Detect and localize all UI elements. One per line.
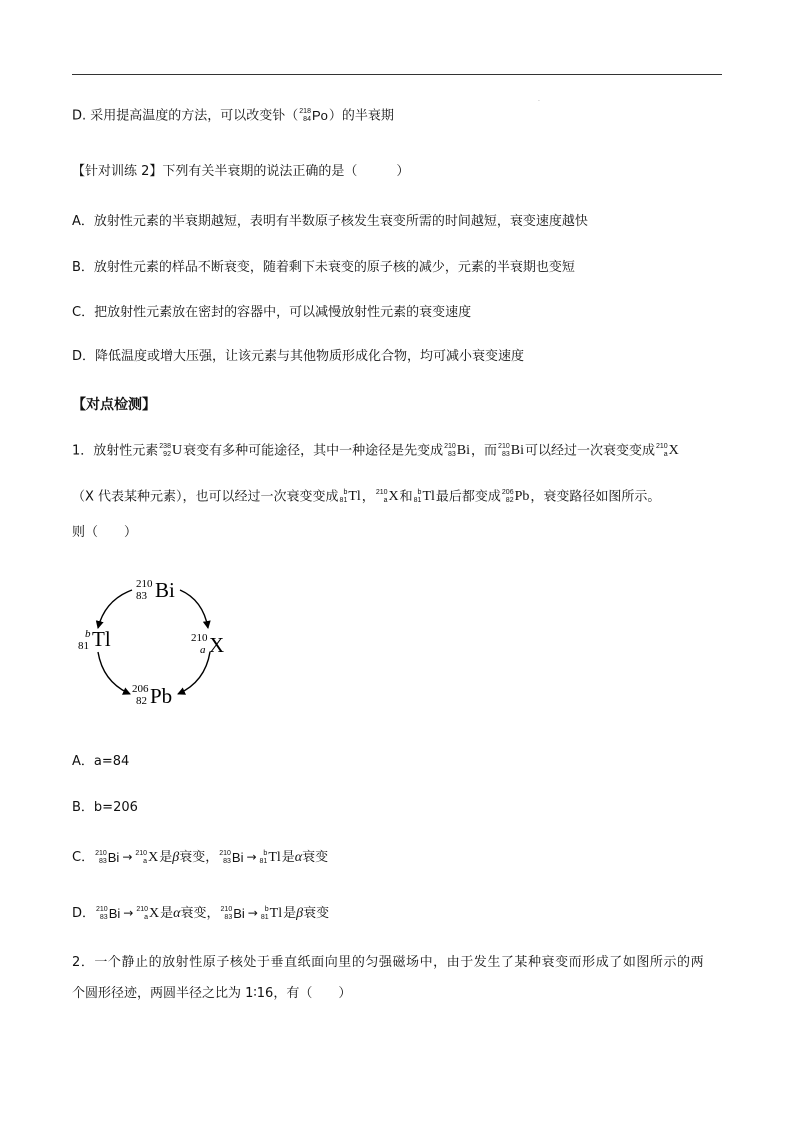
diagram-node-x bbox=[191, 632, 224, 657]
nuclide-bi: 210 83 Bi bbox=[498, 443, 524, 458]
atomic-number: 81 bbox=[78, 640, 89, 652]
q1-line-3: 则（ ） bbox=[72, 525, 138, 540]
training-2-option-b: B．放射性元素的样品不断衰变，随着剩下未衰变的原子核的减少，元素的半衰期也变短 bbox=[72, 260, 575, 275]
element-symbol: Pb bbox=[150, 684, 173, 708]
nuclide-x: 210 a X bbox=[655, 443, 679, 458]
training-2-option-c: C．把放射性元素放在密封的容器中，可以减慢放射性元素的衰变速度 bbox=[72, 305, 472, 320]
nuclide-u: 238 92 U bbox=[159, 443, 183, 458]
diagram-node-pb bbox=[132, 683, 172, 708]
mass-number: 210 bbox=[191, 632, 208, 644]
mass-number: b bbox=[85, 628, 91, 640]
decorative-dot: . bbox=[538, 96, 540, 103]
training-2-option-a: A．放射性元素的半衰期越短，表明有半数原子核发生衰变所需的时间越短，衰变速度越快 bbox=[72, 214, 588, 229]
nuclide-pb: 206 82 Pb bbox=[501, 489, 530, 504]
element-symbol: Bi bbox=[155, 578, 175, 602]
arrow-bi-to-tl bbox=[98, 590, 132, 628]
reaction-arrow-icon: → bbox=[247, 906, 258, 920]
atomic-number: 82 bbox=[136, 695, 147, 707]
prev-option-d bbox=[72, 107, 394, 126]
element-symbol: X bbox=[209, 633, 225, 657]
q1-line-1: 1．放射性元素 238 92 U 衰变有多种可能途径，其中一种途径是先变成 210 83 Bi ，而 210 83 Bi 可以经过一次衰变变成 210 a X bbox=[72, 443, 679, 459]
reaction-arrow-icon: → bbox=[246, 850, 257, 864]
nuclide-tl: b 81 Tl bbox=[413, 489, 435, 504]
mass-number: 210 bbox=[136, 578, 153, 590]
arrow-x-to-pb bbox=[178, 652, 210, 694]
atomic-number: a bbox=[200, 644, 206, 656]
q2-line-2: 个圆形径迹，两圆半径之比为 1∶16，有（ ） bbox=[72, 986, 352, 1001]
nuclide-bi: 210 83 Bi bbox=[444, 443, 471, 458]
reaction-arrow-icon: → bbox=[123, 906, 134, 920]
decay-path-diagram bbox=[70, 570, 240, 715]
training-2-title: 【针对训练 2】下列有关半衰期的说法正确的是（ ） bbox=[72, 164, 410, 179]
q1-option-c: C． 210 83 Bi → 210 a X 是β衰变， 210 83 Bi → b 81 Tl 是α衰变 bbox=[72, 849, 329, 865]
diagram-node-bi bbox=[136, 578, 175, 602]
section-title: 【对点检测】 bbox=[72, 397, 156, 413]
diagram-node-tl bbox=[78, 627, 111, 652]
header-rule bbox=[72, 74, 722, 75]
q1-option-a: A．a=84 bbox=[72, 754, 130, 769]
mass-number: 206 bbox=[132, 683, 149, 695]
arrow-bi-to-x bbox=[180, 590, 208, 628]
nuclide-po: 218 84 Po bbox=[299, 108, 328, 123]
element-symbol: Tl bbox=[92, 627, 111, 651]
q1-line-2: （X 代表某种元素），也可以经过一次衰变变成 b 81 Tl ， 210 a X 和 b 81 Tl 最后都变成 206 82 Pb ，衰变路径如图所示。 bbox=[72, 489, 661, 505]
q2-line-1: 2．一个静止的放射性原子核处于垂直纸面向里的匀强磁场中，由于发生了某种衰变而形成了如图所示的两 bbox=[72, 955, 705, 970]
training-2-option-d: D．降低温度或增大压强，让该元素与其他物质形成化合物，均可减小衰变速度 bbox=[72, 349, 525, 364]
nuclide-x: 210 a X bbox=[375, 489, 399, 504]
option-text: D. 采用提高温度的方法，可以改变钋（ bbox=[72, 108, 299, 124]
q1-option-b: B．b=206 bbox=[72, 800, 138, 815]
q1-option-d: D． 210 83 Bi → 210 a X 是α衰变， 210 83 Bi → b 81 Tl 是β衰变 bbox=[72, 905, 330, 921]
reaction-arrow-icon: → bbox=[122, 850, 133, 864]
atomic-number: 83 bbox=[136, 590, 147, 602]
option-text: ）的半衰期 bbox=[328, 108, 394, 124]
arrow-tl-to-pb bbox=[98, 652, 130, 694]
nuclide-tl: b 81 Tl bbox=[339, 489, 361, 504]
